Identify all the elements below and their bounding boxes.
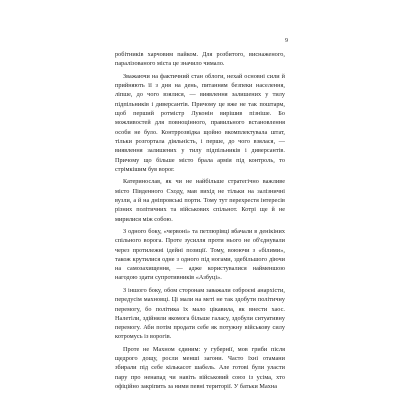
page-number: 9 bbox=[285, 38, 288, 44]
paragraph: Зважаючи на фактичний стан облоги, нехай основні сили й прийняють її з дня на день, питанням безпеки населення, ліпше, до чого взялися, — виявлення залишених у тилу підпільників і диверсантів. Причому це вже не так поштарм, щоб перший ротмістр Луконін вирішив пізніше. Бо можливостей для повноцінного, правильного встановлення особи не було. Контррозвідка щойно вкомплектувала штат, тільки розгортала діяльність, і перше, до чого взялася, — виявлення залишених у тилу підпільників і диверсантів. Причому що більше місто брала армія під контроль, то стрімкішим був ворог. bbox=[115, 72, 285, 173]
paragraph: З іншого боку, обом сторонам заважали озброєні анархісти, передусім махновці. Ці мали на меті не так здобути політичну перемогу, бо політика їх мало цікавила, як внести хаос. Налетіли, здійняли якомога більше галасу, здобули ситуативну перемогу. Аби потім продати себе як потужну військову силу котромусь із ворогів. bbox=[115, 286, 285, 341]
paragraph: З одного боку, «червоні» та петлюрівці вбачали в денікіних спільного ворога. Проте зусилля проти нього не об'єднували через протилежні ідейні позиції. Тому, воюючи з «білими», також крутилися одне з одного під ногами, здебільшого діючи на самозахищення, — адже користувалися найменшою нагодою здати супротивників «Азбуці». bbox=[115, 227, 285, 282]
body-text bbox=[115, 50, 285, 391]
paragraph: робітників харчовим пайком. Для розбитого, виснаженого, паралізованого міста це значило чимало. bbox=[115, 51, 285, 68]
paragraph: Катеринослав, як чи не найбільше стратегічно важливе місто Південного Сходу, мав вихід не тільки на залізничні вузли, а й на дніпровські порти. Тому тут перехрестя інтересів різних політичних та військових спільнот. Котрі ще й не мирилися між собою. bbox=[115, 178, 285, 223]
paragraph: Проте не Махном єдиним: у губернії, мов гриби після щедрого дощу, росли менші загони. Часто їхні отамани збирали під себе кількасот шабель. Але готові були уласти пару про ненапад чи навіть військовий союз із усіма, хто офіційно закріпить за ними певні території. У батьки Махна bbox=[115, 345, 285, 391]
